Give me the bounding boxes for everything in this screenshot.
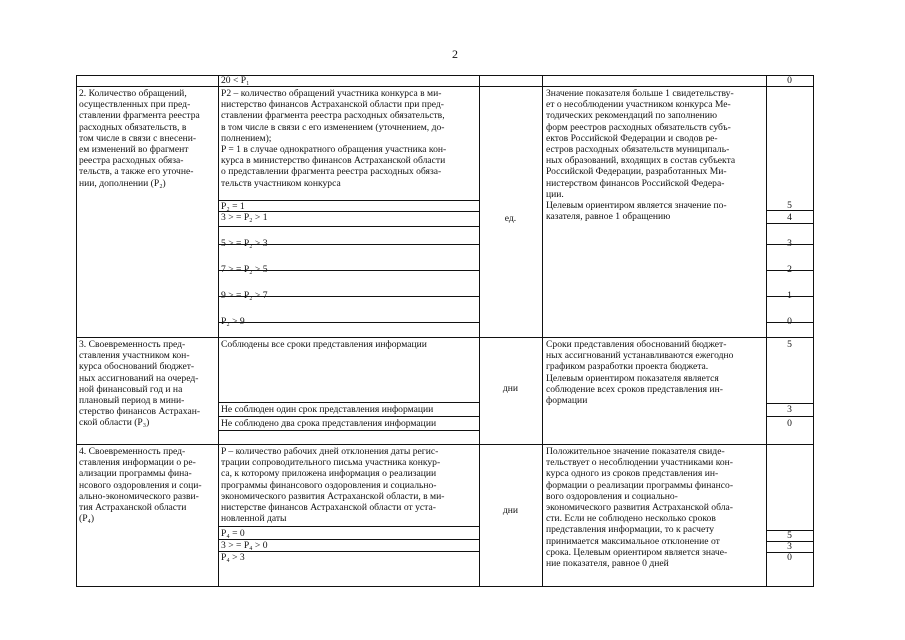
indicator-comment-line: Российской Федерации, разработанных Ми- xyxy=(546,166,727,178)
indicator-name-line: тия Астраханской области xyxy=(79,502,187,513)
indicator-comment-line: казателя, равное 1 обращению xyxy=(546,211,671,223)
column-divider xyxy=(218,75,219,587)
indicator-name-line: ставления информации о ре- xyxy=(79,457,196,469)
indicator-comment-line: соблюдение всех сроков представления ин- xyxy=(546,383,723,395)
indicator-comment-line: ции. xyxy=(546,188,564,200)
criterion-score: 1 xyxy=(787,290,792,301)
indicator-comment-line: естров расходных обязательств муниципаль- xyxy=(546,144,730,155)
indicator-name-line: ем изменений во фрагмент xyxy=(79,144,189,155)
unit-label: дни xyxy=(502,383,519,394)
indicator-comment-line: ние показателя, равное 0 дней xyxy=(546,558,669,569)
page-number: 2 xyxy=(452,47,458,61)
indicator-name-line: стерство финансов Астрахан- xyxy=(79,406,201,418)
indicator-comment-line: представления информации, то к расчету xyxy=(546,524,715,536)
criterion-score: 4 xyxy=(787,212,792,223)
indicator-name-line: ставлении фрагмента реестра xyxy=(79,110,200,122)
criterion-value: Не соблюдено два срока представления информации xyxy=(221,418,437,429)
indicator-name-line: 4. Своевременность пред- xyxy=(79,446,186,457)
indicator-comment-line: ных образований, входящих в состав субъекта xyxy=(546,155,736,167)
criterion-score: 0 xyxy=(787,316,792,327)
criterion-value: 3 > = P₄ > 0 xyxy=(221,540,268,551)
indicator-description-line: о представлении фрагмента реестра расходных обяза- xyxy=(221,166,442,178)
criterion-value: 20 < P₁ xyxy=(221,75,250,86)
indicator-name-line: осуществленных при пред- xyxy=(79,99,191,111)
indicator-description-line: в том числе в связи с его изменением (уточнением, до- xyxy=(221,121,445,133)
criterion-value: 9 > = P₂ > 7 xyxy=(221,290,268,301)
indicator-comment-line: Положительное значение показателя свиде- xyxy=(546,446,725,457)
criterion-value: P₄ = 0 xyxy=(221,528,245,539)
indicator-comment-line: тельствует о несоблюдении участниками кон- xyxy=(546,457,733,469)
indicator-comment-line: графиком разработки проекта бюджета. xyxy=(546,361,709,373)
indicator-name-line: ализации программы фина- xyxy=(79,468,192,480)
criterion-value: 3 > = P₂ > 1 xyxy=(221,212,268,223)
indicator-comment-line: сти. Если не соблюдено несколько сроков xyxy=(546,513,716,525)
unit-label: ед. xyxy=(504,213,517,224)
indicator-name-line: тельств, а также его уточне- xyxy=(79,166,194,178)
indicator-name-line: ных ассигнований на очеред- xyxy=(79,372,199,384)
indicator-name-line: 2. Количество обращений, xyxy=(79,88,187,99)
sub-row-divider xyxy=(218,526,479,527)
indicator-comment-line: формации о реализации программы финансо- xyxy=(546,479,734,491)
indicator-name-line: расходных обязательств, в xyxy=(79,121,187,133)
criterion-value: P₂ = 1 xyxy=(221,201,245,212)
row-divider xyxy=(76,444,813,445)
score-divider xyxy=(766,416,813,417)
indicator-description-line: новленной даты xyxy=(221,513,287,525)
criterion-value: P₂ > 9 xyxy=(221,316,245,327)
table-side-border xyxy=(76,75,77,587)
criterion-score: 0 xyxy=(787,418,792,429)
indicator-comment-line: формации xyxy=(546,395,588,406)
indicator-comment-line: вого оздоровления и социально- xyxy=(546,490,678,502)
indicator-comment-line: Значение показателя больше 1 свидетельству- xyxy=(546,88,734,99)
indicator-name-line: 3. Своевременность пред- xyxy=(79,339,186,350)
indicator-name-line: реестра расходных обяза- xyxy=(79,155,184,167)
indicator-name-line: ставления участником кон- xyxy=(79,350,190,362)
indicator-comment-line: Целевым ориентиром является значение по- xyxy=(546,200,727,211)
indicator-description-line: ставлении фрагмента реестра расходных обязательств, xyxy=(221,110,445,122)
indicator-description-line: P2 – количество обращений участника конкурса в ми- xyxy=(221,88,442,99)
indicator-description-line: трации сопроводительного письма участника конкур- xyxy=(221,457,441,469)
indicator-description-line: нистерство финансов Астраханской области при пред- xyxy=(221,99,444,111)
criterion-score: 3 xyxy=(787,404,792,415)
indicator-name-line: (P₄) xyxy=(79,513,95,525)
column-divider xyxy=(766,75,767,587)
criterion-score: 3 xyxy=(787,541,792,552)
indicator-description-line: P = 1 в случае однократного обращения участника кон- xyxy=(221,144,447,155)
criterion-value: Соблюдены все сроки представления информации xyxy=(221,339,427,350)
criterion-value: 5 > = P₂ > 3 xyxy=(221,238,268,249)
indicator-comment-line: Целевым ориентиром показателя является xyxy=(546,372,719,384)
criterion-value: P₄ > 3 xyxy=(221,552,245,563)
indicator-name-line: ально-экономического разви- xyxy=(79,490,199,502)
table-top-border xyxy=(76,75,813,76)
indicator-name-line: курса обоснований бюджет- xyxy=(79,361,195,373)
indicator-description-line: тельств участником конкурса xyxy=(221,177,341,189)
indicator-comment-line: нистерством финансов Российской Федера- xyxy=(546,177,725,189)
criteria-table xyxy=(76,75,813,586)
indicator-comment-line: экономического развития Астраханской обла- xyxy=(546,502,733,513)
criterion-value: 7 > = P₂ > 5 xyxy=(221,264,268,275)
table-bottom-border xyxy=(76,586,813,587)
criterion-score: 0 xyxy=(787,552,792,563)
row-divider xyxy=(76,86,813,87)
row-divider xyxy=(76,337,813,338)
indicator-description-line: P – количество рабочих дней отклонения даты регис- xyxy=(221,446,439,457)
indicator-name-line: плановый период в мини- xyxy=(79,395,185,406)
indicator-comment-line: курса одного из сроков представления ин- xyxy=(546,468,719,480)
criterion-score: 5 xyxy=(787,200,792,211)
indicator-comment-line: срока. Целевым ориентиром является значе- xyxy=(546,546,728,558)
indicator-description-line: экономического развития Астраханской области, в ми- xyxy=(221,490,445,502)
indicator-name-line: нсового оздоровления и соци- xyxy=(79,479,202,491)
indicator-name-line: нии, дополнении (P₂) xyxy=(79,177,166,189)
indicator-comment-line: тодических рекомендаций по заполнению xyxy=(546,110,718,122)
indicator-description-line: курса в министерство финансов Астраханской области xyxy=(221,155,446,167)
unit-label: дни xyxy=(502,505,519,516)
indicator-description-line: полнением); xyxy=(221,132,272,144)
table-side-border xyxy=(813,75,814,587)
indicator-comment-line: ектов Российской Федерации и сводов ре- xyxy=(546,132,718,144)
indicator-comment-line: ных ассигнований устанавливаются ежегодно xyxy=(546,350,734,362)
sub-row-divider xyxy=(218,402,479,403)
criterion-score: 3 xyxy=(787,238,792,249)
indicator-description-line: нистерстве финансов Астраханской области от уста- xyxy=(221,502,436,513)
criterion-value: Не соблюден один срок представления информации xyxy=(221,404,434,415)
indicator-comment-line: форм реестров расходных обязательств субъ- xyxy=(546,121,731,133)
sub-row-divider xyxy=(218,226,479,227)
indicator-comment-line: ет о несоблюдении участником конкурса Ме- xyxy=(546,99,731,111)
sub-row-divider xyxy=(218,416,479,417)
indicator-description-line: программы финансового оздоровления и социально- xyxy=(221,479,437,491)
criterion-score: 2 xyxy=(787,264,792,275)
indicator-name-line: ской области (P₃) xyxy=(79,417,150,429)
indicator-comment-line: принимается максимальное отклонение от xyxy=(546,535,720,547)
indicator-comment-line: Сроки представления обоснований бюджет- xyxy=(546,339,727,350)
criterion-score: 5 xyxy=(787,530,792,541)
indicator-description-line: са, к которому приложена информация о реализации xyxy=(221,468,437,480)
criterion-score: 5 xyxy=(787,339,792,350)
indicator-name-line: ной финансовый год и на xyxy=(79,383,183,395)
indicator-name-line: том числе в связи с внесени- xyxy=(79,132,197,144)
column-divider xyxy=(542,75,543,587)
sub-row-divider xyxy=(218,430,479,431)
criterion-score: 0 xyxy=(787,75,792,86)
